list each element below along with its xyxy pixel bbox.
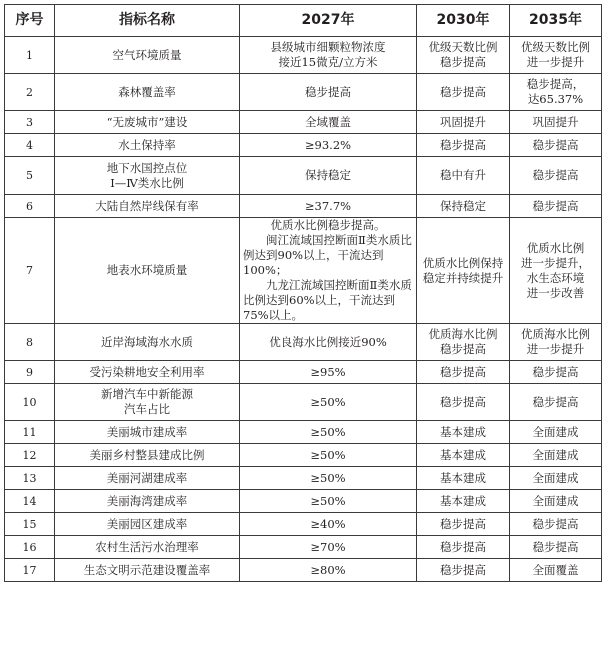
cell-y2035-line: 优质水比例 — [526, 240, 585, 255]
cell-y2027 — [240, 195, 417, 218]
cell-seq: 6 — [5, 195, 55, 218]
cell-name — [55, 134, 240, 157]
cell-y2035-line: 稳步提高 — [532, 394, 579, 409]
cell-y2035 — [510, 490, 602, 513]
cell-name — [55, 536, 240, 559]
cell-name — [55, 384, 240, 421]
cell-name-line: 美丽乡村整县建成比例 — [89, 447, 205, 462]
table-row — [5, 195, 602, 218]
table-row — [5, 37, 602, 74]
cell-y2027 — [240, 134, 417, 157]
table-row — [5, 421, 602, 444]
cell-seq: 16 — [5, 536, 55, 559]
table-row — [5, 467, 602, 490]
cell-y2027-line: 全域覆盖 — [305, 114, 351, 129]
cell-y2035 — [510, 134, 602, 157]
cell-seq: 3 — [5, 111, 55, 134]
cell-name — [55, 444, 240, 467]
cell-y2035-line: 稳步提高 — [532, 516, 579, 531]
cell-name-line: 地表水环境质量 — [106, 263, 188, 277]
cell-name — [55, 111, 240, 134]
cell-seq: 2 — [5, 74, 55, 111]
cell-y2030 — [417, 536, 510, 559]
cell-y2027 — [240, 421, 417, 444]
cell-seq: 12 — [5, 444, 55, 467]
cell-seq: 13 — [5, 467, 55, 490]
cell-name — [55, 559, 240, 582]
cell-name-line: 森林覆盖率 — [118, 84, 176, 99]
cell-y2027-line: ≥93.2% — [304, 137, 352, 152]
cell-y2035-line: 进一步提升 — [526, 55, 585, 69]
cell-seq: 10 — [5, 384, 55, 421]
cell-y2027-line: ≥50% — [310, 493, 346, 508]
cell-y2035 — [510, 195, 602, 218]
cell-y2035 — [510, 421, 602, 444]
table-row — [5, 134, 602, 157]
table-row — [5, 384, 602, 421]
table-row — [5, 74, 602, 111]
header-2027: 2027年 — [240, 5, 417, 37]
cell-y2035 — [510, 157, 602, 195]
cell-y2035-line: 进一步改善 — [526, 285, 585, 300]
cell-y2035-line: 进一步提升 — [526, 342, 585, 356]
cell-name-line: 生态文明示范建设覆盖率 — [83, 562, 211, 577]
cell-name-line: 近岸海域海水水质 — [101, 334, 193, 349]
cell-y2035-line: 优质海水比例 — [521, 327, 590, 341]
cell-y2027 — [240, 559, 417, 582]
table-row — [5, 559, 602, 582]
cell-y2035 — [510, 444, 602, 467]
cell-y2030 — [417, 111, 510, 134]
cell-y2030-line: 巩固提升 — [440, 114, 486, 129]
cell-y2030-line: 优质海水比例 — [428, 327, 498, 341]
cell-y2030 — [417, 490, 510, 513]
cell-y2035-line: 稳步提高 — [532, 198, 579, 213]
cell-name-line: Ⅰ—Ⅳ类水比例 — [110, 175, 184, 190]
header-indicator-name: 指标名称 — [55, 5, 240, 37]
cell-y2030-line: 优级天数比例 — [428, 40, 498, 54]
cell-name-line: “无废城市”建设 — [106, 114, 188, 129]
cell-name-line: 大陆自然岸线保有率 — [95, 198, 199, 213]
cell-y2035-line: 全面建成 — [532, 447, 579, 462]
cell-y2027-line: 优良海水比例接近90% — [269, 334, 387, 349]
table-row — [5, 324, 602, 361]
cell-y2027-line: 优质水比例稳步提高。 — [270, 218, 386, 232]
cell-y2027 — [240, 513, 417, 536]
cell-y2035 — [510, 111, 602, 134]
cell-y2030 — [417, 421, 510, 444]
cell-y2030 — [417, 37, 510, 74]
cell-seq: 5 — [5, 157, 55, 195]
header-row — [5, 5, 602, 37]
header-2035: 2035年 — [510, 5, 602, 37]
cell-name-line: 农村生活污水治理率 — [95, 539, 199, 554]
cell-name — [55, 37, 240, 74]
cell-y2035 — [510, 536, 602, 559]
cell-y2027-line: ≥50% — [310, 447, 346, 462]
cell-seq: 1 — [5, 37, 55, 74]
cell-y2030-line: 基本建成 — [440, 424, 486, 439]
cell-y2030-line: 稳中有升 — [440, 168, 486, 182]
cell-y2030 — [417, 384, 510, 421]
indicator-table — [4, 4, 602, 582]
cell-y2030-line: 优质水比例保持 — [422, 255, 504, 270]
cell-name — [55, 157, 240, 195]
cell-y2030-line: 稳步提高 — [440, 342, 486, 356]
cell-y2035 — [510, 218, 602, 324]
cell-y2035-line: 达65.37% — [527, 92, 584, 106]
cell-y2030-line: 稳步提高 — [440, 55, 486, 69]
cell-y2035-line: 优级天数比例 — [521, 40, 590, 54]
table-body — [5, 37, 602, 582]
cell-y2027-line: ≥50% — [310, 424, 346, 439]
cell-y2035-line: 全面建成 — [532, 424, 579, 439]
table-row — [5, 536, 602, 559]
table-row — [5, 157, 602, 195]
cell-name-line: 汽车占比 — [124, 402, 170, 416]
cell-y2030 — [417, 467, 510, 490]
cell-y2027-line: ≥70% — [310, 539, 346, 554]
cell-y2035-line: 稳步提高 — [532, 168, 579, 182]
cell-y2030 — [417, 134, 510, 157]
cell-seq: 11 — [5, 421, 55, 444]
cell-y2035-line: 全面覆盖 — [532, 562, 579, 577]
cell-y2030-line: 稳步提高 — [440, 137, 486, 152]
cell-y2030 — [417, 361, 510, 384]
cell-y2030-line: 基本建成 — [440, 493, 486, 508]
cell-y2027-line: 接近15微克/立方米 — [278, 55, 378, 69]
cell-y2035 — [510, 559, 602, 582]
cell-y2027 — [240, 324, 417, 361]
cell-y2035 — [510, 513, 602, 536]
cell-y2027 — [240, 444, 417, 467]
table-row — [5, 111, 602, 134]
cell-seq: 4 — [5, 134, 55, 157]
cell-name — [55, 513, 240, 536]
cell-y2030-line: 稳步提高 — [440, 516, 486, 531]
cell-name-line: 地下水国控点位 — [106, 160, 188, 175]
cell-y2030-line: 稳步提高 — [440, 562, 486, 577]
cell-y2030 — [417, 444, 510, 467]
cell-y2027 — [240, 218, 417, 324]
cell-name-line: 受污染耕地安全利用率 — [89, 364, 205, 379]
cell-y2027-line: 稳步提高 — [305, 84, 351, 99]
cell-y2027 — [240, 384, 417, 421]
cell-y2030-line: 基本建成 — [440, 447, 486, 462]
cell-y2027 — [240, 157, 417, 195]
table-row — [5, 444, 602, 467]
cell-y2030 — [417, 195, 510, 218]
table-row — [5, 361, 602, 384]
cell-y2035-line: 稳步提高， — [526, 77, 585, 91]
cell-y2035 — [510, 74, 602, 111]
cell-y2035 — [510, 324, 602, 361]
cell-y2027-line: ≥40% — [310, 516, 346, 531]
cell-y2035-line: 水生态环境 — [526, 270, 585, 285]
cell-y2035-line: 全面建成 — [532, 470, 579, 485]
cell-y2027-line: 县级城市细颗粒物浓度 — [270, 40, 386, 54]
cell-seq: 7 — [5, 218, 55, 324]
cell-y2035-line: 巩固提升 — [532, 114, 579, 129]
cell-y2027 — [240, 490, 417, 513]
cell-y2030 — [417, 559, 510, 582]
cell-name — [55, 490, 240, 513]
cell-name — [55, 218, 240, 324]
cell-name-line: 美丽海湾建成率 — [106, 493, 188, 508]
table-row — [5, 218, 602, 324]
cell-y2027-line: ≥95% — [310, 364, 346, 379]
cell-y2035-line: 稳步提高 — [532, 137, 579, 152]
cell-y2030 — [417, 218, 510, 324]
cell-y2035-line: 全面建成 — [532, 493, 579, 508]
cell-y2027 — [240, 111, 417, 134]
cell-y2030 — [417, 74, 510, 111]
cell-name — [55, 74, 240, 111]
cell-y2035 — [510, 467, 602, 490]
cell-y2027 — [240, 37, 417, 74]
cell-name-line: 美丽河湖建成率 — [106, 470, 188, 485]
cell-y2035-line: 稳步提高 — [532, 364, 579, 379]
cell-seq: 14 — [5, 490, 55, 513]
cell-y2035 — [510, 361, 602, 384]
cell-y2027 — [240, 536, 417, 559]
table-row — [5, 490, 602, 513]
cell-y2030-line: 稳定并持续提升 — [422, 270, 504, 285]
cell-seq: 8 — [5, 324, 55, 361]
cell-name — [55, 467, 240, 490]
cell-name — [55, 195, 240, 218]
cell-y2027 — [240, 74, 417, 111]
header-2030: 2030年 — [417, 5, 510, 37]
cell-y2035 — [510, 384, 602, 421]
cell-name-line: 新增汽车中新能源 — [101, 387, 193, 401]
cell-name-line: 水土保持率 — [118, 137, 176, 152]
cell-y2027-line: 九龙江流域国控断面Ⅱ类水质比例达到60%以上，干流达到75%以上。 — [243, 278, 412, 322]
cell-y2027-line: 保持稳定 — [305, 168, 351, 182]
cell-y2030-line: 稳步提高 — [440, 394, 486, 409]
cell-y2030 — [417, 513, 510, 536]
cell-y2030 — [417, 324, 510, 361]
cell-y2030-line: 稳步提高 — [440, 539, 486, 554]
cell-name — [55, 361, 240, 384]
cell-name — [55, 421, 240, 444]
cell-seq: 9 — [5, 361, 55, 384]
cell-y2030 — [417, 157, 510, 195]
cell-y2035-line: 进一步提升， — [521, 255, 590, 270]
cell-y2030-line: 稳步提高 — [440, 364, 486, 379]
cell-y2027 — [240, 467, 417, 490]
cell-seq: 17 — [5, 559, 55, 582]
table-row — [5, 513, 602, 536]
cell-y2030-line: 保持稳定 — [440, 198, 486, 213]
cell-y2030-line: 稳步提高 — [440, 84, 486, 99]
cell-name-line: 美丽园区建成率 — [106, 516, 188, 531]
cell-y2027-line: ≥50% — [310, 394, 346, 409]
header-seq: 序号 — [5, 5, 55, 37]
cell-y2027-line: ≥80% — [310, 562, 346, 577]
cell-y2030-line: 基本建成 — [440, 470, 486, 485]
cell-y2027-line: ≥37.7% — [304, 198, 352, 213]
cell-y2035 — [510, 37, 602, 74]
cell-name-line: 美丽城市建成率 — [106, 424, 188, 439]
cell-name-line: 空气环境质量 — [112, 47, 182, 62]
cell-y2035-line: 稳步提高 — [532, 539, 579, 554]
cell-y2027 — [240, 361, 417, 384]
cell-seq: 15 — [5, 513, 55, 536]
cell-y2027-line: 闽江流域国控断面Ⅱ类水质比例达到90%以上，干流达到100%； — [243, 233, 412, 277]
cell-name — [55, 324, 240, 361]
cell-y2027-line: ≥50% — [310, 470, 346, 485]
